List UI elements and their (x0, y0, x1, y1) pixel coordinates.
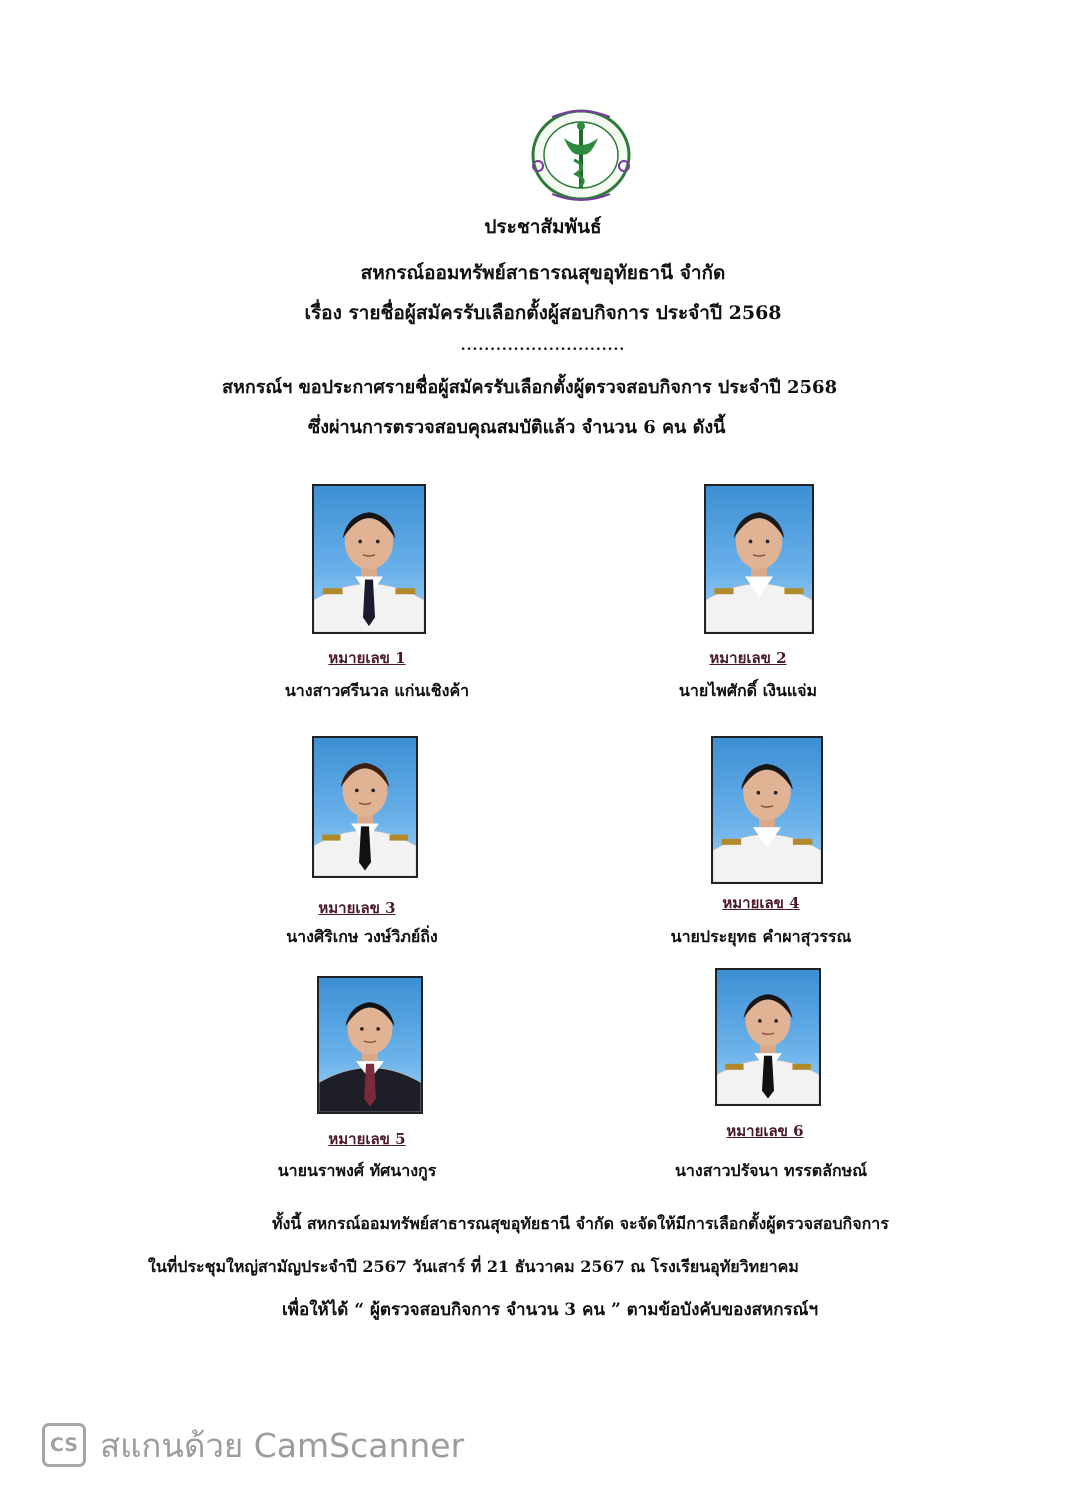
portrait-icon (717, 970, 819, 1104)
portrait-icon (706, 486, 812, 632)
candidate-number-4: หมายเลข 4 (722, 894, 800, 912)
closing-line-2: ในที่ประชุมใหญ่สามัญประจำปี 2567 วันเสาร์ ที่ 21 ธันวาคม 2567 ณ โรงเรียนอุทัยวิทยาคม (148, 1257, 799, 1276)
candidate-photo-6 (715, 968, 821, 1106)
cooperative-seal-icon (530, 108, 632, 202)
watermark-text: สแกนด้วย CamScanner (100, 1425, 465, 1465)
portrait-icon (319, 978, 421, 1112)
separator-dots: ............................ (460, 338, 626, 354)
announcement-title: ประชาสัมพันธ์ (484, 216, 602, 238)
intro-line-1: สหกรณ์ฯ ขอประกาศรายชื่อผู้สมัครรับเลือกตั้งผู้ตรวจสอบกิจการ ประจำปี 2568 (222, 377, 838, 398)
intro-line-2: ซึ่งผ่านการตรวจสอบคุณสมบัติแล้ว จำนวน 6 คน ดังนี้ (308, 417, 726, 438)
candidate-photo-2 (704, 484, 814, 634)
candidate-name-3: นางศิริเกษ วงษ์วิภย์ถิ่ง (286, 927, 438, 946)
candidate-photo-4 (711, 736, 823, 884)
candidate-name-4: นายประยุทธ คำผาสุวรรณ (670, 927, 852, 946)
candidate-photo-5 (317, 976, 423, 1114)
subject-line: เรื่อง รายชื่อผู้สมัครรับเลือกตั้งผู้สอบกิจการ ประจำปี 2568 (304, 302, 782, 324)
closing-line-3: เพื่อให้ได้ “ ผู้ตรวจสอบกิจการ จำนวน 3 คน ” ตามข้อบังคับของสหกรณ์ฯ (282, 1300, 818, 1320)
candidate-photo-3 (312, 736, 418, 878)
portrait-icon (314, 486, 424, 632)
candidate-number-3: หมายเลข 3 (318, 899, 396, 917)
camscanner-watermark (42, 1420, 464, 1470)
camscanner-logo-icon: CS (42, 1423, 86, 1467)
candidate-number-5: หมายเลข 5 (328, 1130, 406, 1148)
organization-name: สหกรณ์ออมทรัพย์สาธารณสุขอุทัยธานี จำกัด (360, 262, 726, 284)
candidate-number-6: หมายเลข 6 (726, 1122, 804, 1140)
portrait-icon (713, 738, 821, 882)
candidate-name-5: นายนราพงศ์ ทัศนางกูร (277, 1161, 437, 1180)
candidate-name-1: นางสาวศรีนวล แก่นเชิงค้า (284, 681, 470, 700)
candidate-name-2: นายไพศักดิ์ เงินแจ่ม (678, 681, 818, 700)
candidate-number-2: หมายเลข 2 (709, 649, 787, 667)
candidate-photo-1 (312, 484, 426, 634)
candidate-name-6: นางสาวปรัจนา ทรรตลักษณ์ (674, 1161, 868, 1180)
portrait-icon (314, 738, 416, 876)
candidate-number-1: หมายเลข 1 (328, 649, 406, 667)
closing-line-1: ทั้งนี้ สหกรณ์ออมทรัพย์สาธารณสุขอุทัยธานี จำกัด จะจัดให้มีการเลือกตั้งผู้ตรวจสอบกิจการ (272, 1214, 889, 1233)
